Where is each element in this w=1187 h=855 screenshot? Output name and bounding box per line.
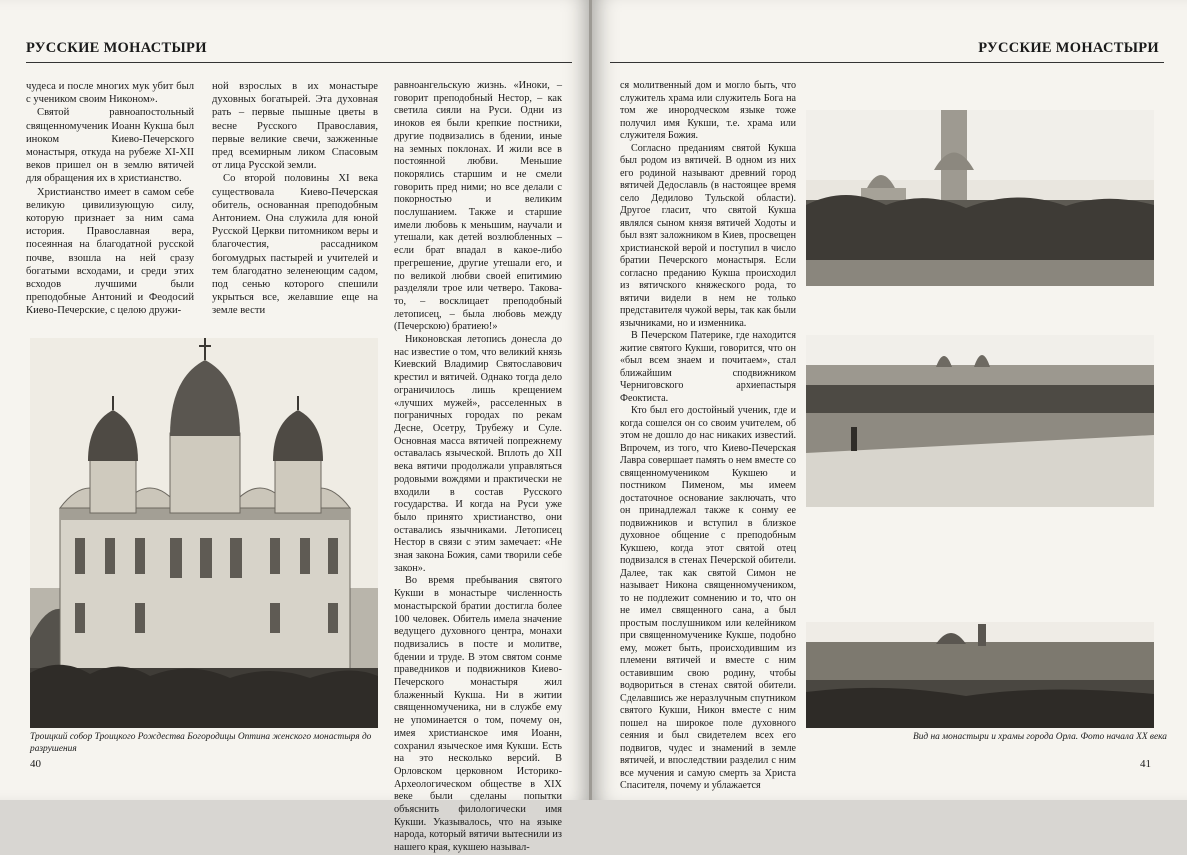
- left-column-1: [26, 80, 194, 318]
- page-number-right: 41: [1140, 758, 1151, 770]
- paragraph: В Печерском Патерике, где находится житие святого Кукши, говорится, что он «был всем знаем и почитаем», стал ближайшим сподвижником Черниговского архиепастыря Феоктиста.: [620, 330, 796, 404]
- paragraph: ся молитвенный дом и могло быть, что служитель храма или служитель Бога на том же инородческом языке тоже получил имя Кукши, т.е. храма или служителя Божия.: [620, 80, 796, 141]
- orel-photo-bottom: [806, 622, 1154, 728]
- paragraph: чудеса и после многих мук убит был с учеником своим Никоном».: [26, 81, 194, 106]
- paragraph: равноангельскую жизнь. «Иноки, – говорит преподобный Нестор, – как светила сияли на Руси. Одни из иноков ея были крепкие постники, другие подвизались в бдении, иные на земных поклонах. И жили все в постоянной любви. Меньшие покорялись старшим и не смели говорить пред ними; но все делали с покорностью и великим послушанием. Также и старшие имели любовь к меньшим, научали и утешали, как детей возлюбленных – если брат впадал в какое-либо прегрешение, другие утешали его, и по великой любви своей епитимию разделяли трое или четверо. Такова-то, – восклицает преподобный летописец, – была любовь между (Печерскою) братиею!»: [394, 80, 562, 333]
- photo-caption-right: Вид на монастыри и храмы города Орла. Фото начала XX века: [913, 732, 1167, 742]
- right-page: [592, 0, 1187, 800]
- running-header-right: РУССКИЕ МОНАСТЫРИ: [978, 40, 1159, 56]
- left-column-2: [212, 80, 378, 318]
- paragraph: Согласно преданиям святой Кукша был родом из вятичей. В одном из них его родиной называют древний город вятичей Дедославль (в настоящее время село Дедилово Тульской области). Другое гласит, что святой Кукша являлся сыном князя вятичей Ходоты и был взят заложником в Киев, просвещен христианской верой и поступил в число братии Печерского монастыря. Если согласно преданию Кукша происходил из вятичского княжеского рода, то вятичи видели в нем не только представителя чужой веры, так как были язычниками, но и изменника.: [620, 142, 796, 329]
- paragraph: Христианство имеет в самом себе великую цивилизующую силу, которую признает за ним сама история. Православная вера, посеянная на благодатной русской почве, взошла на ней сразу богатыми всходами, и среди этих всходов лучшими были преподобные Антоний и Феодосий Киево-Печерские, с целою дружи-: [26, 186, 194, 317]
- paragraph: Кто был его достойный ученик, где и когда сошелся он со своим учителем, об этом не дошло до нас никаких известий. Впрочем, из того, что Киево-Печерская Лавра совершает память о нем вместе со священномучеником Кукшею и постником Пименом, мы имеем достаточное основание заключать, что он принадлежал также к сонму ее подвижников и вступил в близкое духовное общение с преподобным Кукшею, когда этот святой отец подвизался в стенах Печерской обители. Далее, так как святой Симон не называет Никона священномучеником, то не подлежит сомнению и то, что он не имел священного сана, а был простым послушником или келейником при священномученике Кукше, подобно ему, может быть, происходившим из племени вятичей и вместе с ним оставившим свою родину, чтобы водвориться в стенах святой обители. Сделавшись же неразлучным спутником святого Кукши, Никон вместе с ним пошел на широкое поле духовного сеяния и был свидетелем всех его подвигов, чудес и знамений в земле вятичей, и впоследствии разделил с ним все мучения и самую смерть за Христа Спасителя, почему и ублажается: [620, 405, 796, 791]
- left-column-3: [394, 80, 562, 855]
- paragraph: ной взрослых в их монастыре духовных богатырей. Эта духовная рать – первые пышные цветы в весне Русского Православия, первые великие свечи, зажженные пред всемирным ликом Спасовым от лица Русской земли.: [212, 81, 378, 172]
- page-number-left: 40: [30, 758, 41, 770]
- left-page: [0, 0, 590, 854]
- paragraph: Со второй половины XI века существовала Киево-Печерская обитель, основанная преподобным Антонием. Она служила для юной Русской Церкви питомником веры и благочестия, рассадником богомудрых пастырей и учителей и тем благодатно зеленеющим садом, под сенью которого спешили укрыться все, желавшие еще на земле вести: [212, 173, 378, 317]
- cathedral-photo: [30, 338, 378, 728]
- running-header-left: РУССКИЕ МОНАСТЫРИ: [26, 40, 207, 56]
- right-column-1: [620, 80, 796, 793]
- header-rule-left: [26, 62, 572, 63]
- orel-photo-top: [806, 110, 1154, 286]
- photo-caption-left: Троицкий собор Троицкого Рождества Богородицы Оптина женского монастыря до разрушения: [30, 732, 372, 754]
- header-rule-right: [610, 62, 1164, 63]
- orel-photo-middle: [806, 335, 1154, 507]
- paragraph: Никоновская летопись донесла до нас известие о том, что великий князь Киевский Владимир Святославович крестил и вятичей. Однако тогда дело ограничилось лишь крещением «лучших мужей», расселенных в пограничных городах по рекам Десне, Осетру, Трубежу и Суле. Основная масса вятичей попрежнему оставалась языческой. Вплоть до XII века вятичи продолжали управляться родовыми вождями и практически не входили в состав Русского государства. И когда на Руси уже было принято христианство, они оставались язычниками. Летописец Нестор в связи с этим замечает: «Не зная закона Божия, сами творили себе закон».: [394, 334, 562, 574]
- paragraph: Святой равноапостольный священномученик Иоанн Кукша был иноком Киево-Печерского монастыря, откуда на рубеже XI-XII веков пришел он в землю вятичей для обращения их в христианство.: [26, 107, 194, 185]
- paragraph: Во время пребывания святого Кукши в монастыре численность монастырской братии достигла более 100 человек. Обитель имела значение ведущего духовного центра, монахи подвизались в посте и молитве, бдении и труде. В этом святом сонме праведников и подвижников Киево-Печерского монастыря жил блаженный Кукша. Ни в житии священномученика, ни в службе ему не упоминается о том, почему он, имея христианское имя Иоанн, сохранил языческое имя Кукши. Есть на это несколько версий. В Орловском церковном Историко-Археологическом обществе в XIX веке были сделаны попытки объяснить филологически имя Кукши. Указывалось, что на языке народа, который вятичи вытеснили из нашего края, кукшею называл-: [394, 575, 562, 854]
